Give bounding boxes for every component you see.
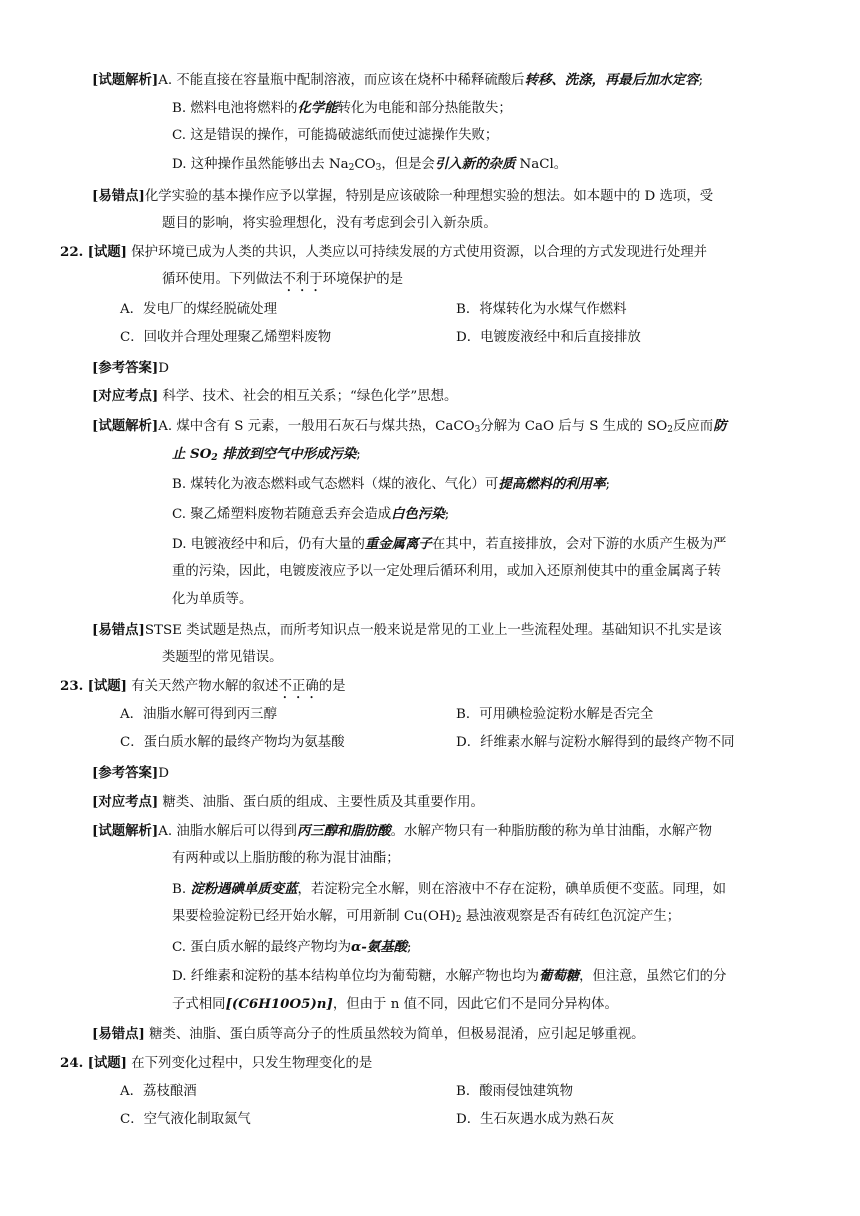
option-a: A．油脂水解可得到丙三醇 [120,707,277,722]
explanation-line: 重的污染，因此，电镀废液应予以一定处理后循环利用，或加入还原剂使其中的重金属离子转 [172,564,722,579]
explanation-line: B. 燃料电池将燃料的化学能转化为电能和部分热能散失； [172,100,512,116]
option-b: B．可用碘检验淀粉水解是否完全 [456,707,654,722]
emphasis-text: 不正确 [278,679,319,694]
explanation-line: [试题解析]A. 不能直接在容量瓶中配制溶液，而应该在烧杯中稀释硫酸后转移、洗涤，再最后加水定容; [92,72,704,88]
label-error-point: [易错点] [92,188,145,204]
explanation-line: D. 电镀液经中和后，仍有大量的重金属离子在其中，若直接排放，会对下游的水质产生极为严 [172,536,727,552]
error-point-line: 题目的影响，将实验理想化，没有考虑到会引入新杂质。 [162,216,497,231]
label-question: [试题] [87,678,128,694]
explanation-line: 化为单质等。 [172,592,253,607]
explanation-line: 果要检验淀粉已经开始水解，可用新制 $Cu(OH)_2$ 悬浊液观察是否有砖红色沉淀产生； [172,909,681,925]
explanation-line: 止 $SO_2$ 排放到空气中形成污染; [172,446,361,463]
option-d: D．电镀废液经中和后直接排放 [456,330,641,345]
label-knowledge-point: [对应考点] [92,388,159,404]
question-number: 23. [60,678,84,694]
knowledge-point-line: [对应考点] 科学、技术、社会的相互关系；“绿色化学”思想。 [92,388,458,404]
label-knowledge-point: [对应考点] [92,794,159,810]
explanation-line: C. 蛋白质水解的最终产物均为α-氨基酸; [172,939,412,955]
option-b: B．将煤转化为水煤气作燃料 [456,302,627,317]
error-point-line: 类题型的常见错误。 [162,650,283,665]
label-answer: [参考答案] [92,360,159,376]
question-22: 22. [试题] 保护环境已成为人类的共识，人类应以可持续发展的方式使用资源，以合理的方式发现进行处理并 [60,244,708,260]
option-c: C．空气液化制取氮气 [120,1112,251,1127]
option-a: A．荔枝酿酒 [120,1084,197,1099]
option-b: B．酸雨侵蚀建筑物 [456,1084,573,1099]
explanation-line: B. 淀粉遇碘单质变蓝，若淀粉完全水解，则在溶液中不存在淀粉，碘单质便不变蓝。同理，如 [172,881,726,897]
explanation-line: C. 聚乙烯塑料废物若随意丢弃会造成白色污染; [172,506,450,522]
option-d: D．纤维素水解与淀粉水解得到的最终产物不同 [456,735,735,750]
error-point-line: [易错点]STSE 类试题是热点，而所考知识点一般来说是常见的工业上一些流程处理。基础知识不扎实是该 [92,622,722,638]
label-explanation: [试题解析] [92,72,159,88]
explanation-line: 有两种或以上脂肪酸的称为混甘油酯； [172,851,400,866]
question-23: 23. [试题] 有关天然产物水解的叙述不正确的是 [60,678,346,694]
error-point-line: [易错点] 糖类、油脂、蛋白质等高分子的性质虽然较为简单，但极易混淆，应引起足够重视。 [92,1026,645,1042]
option-a: A．发电厂的煤经脱硫处理 [120,302,277,317]
label-explanation: [试题解析] [92,823,159,839]
label-answer: [参考答案] [92,765,159,781]
explanation-line: [试题解析]A. 油脂水解后可以得到丙三醇和脂肪酸。水解产物只有一种脂肪酸的称为单甘油酯，水解产物 [92,823,713,839]
label-question: [试题] [87,244,128,260]
explanation-line: [试题解析]A. 煤中含有 S 元素，一般用石灰石与煤共热，CaCO$_3$分解为 CaO 后与 S 生成的 $SO_2$反应而防 [92,418,727,435]
explanation-line: 子式相同[(C6H10O5)n]，但由于 n 值不同，因此它们不是同分异构体。 [172,996,618,1012]
error-point-line: [易错点]化学实验的基本操作应予以掌握，特别是应该破除一种理想实验的想法。如本题中的 D 选项，受 [92,188,714,204]
answer-line: [参考答案]D [92,360,169,376]
question-number: 24. [60,1055,84,1071]
knowledge-point-line: [对应考点] 糖类、油脂、蛋白质的组成、主要性质及其重要作用。 [92,794,484,810]
emphasis-text: 不利于 [282,272,323,287]
question-line: 循环使用。下列做法不利于环境保护的是 [162,272,404,287]
option-c: C．回收并合理处理聚乙烯塑料废物 [120,330,332,345]
explanation-line: C. 这是错误的操作，可能捣破滤纸而使过滤操作失败； [172,128,499,143]
label-question: [试题] [87,1055,128,1071]
option-c: C．蛋白质水解的最终产物均为氨基酸 [120,735,345,750]
question-number: 22. [60,244,84,260]
answer-line: [参考答案]D [92,765,169,781]
explanation-line: D. 纤维素和淀粉的基本结构单位均为葡萄糖，水解产物也均为葡萄糖，但注意，虽然它们的分 [172,968,727,984]
label-error-point: [易错点] [92,622,145,638]
explanation-line: B. 煤转化为液态燃料或气态燃料（煤的液化、气化）可提高燃料的利用率; [172,476,610,492]
label-error-point: [易错点] [92,1026,145,1042]
explanation-line: D. 这种操作虽然能够出去 $Na_2CO_3$，但是会引入新的杂质 NaCl。 [172,156,568,173]
option-d: D．生石灰遇水成为熟石灰 [456,1112,615,1127]
question-24: 24. [试题] 在下列变化过程中，只发生物理变化的是 [60,1055,373,1071]
label-explanation: [试题解析] [92,418,159,434]
